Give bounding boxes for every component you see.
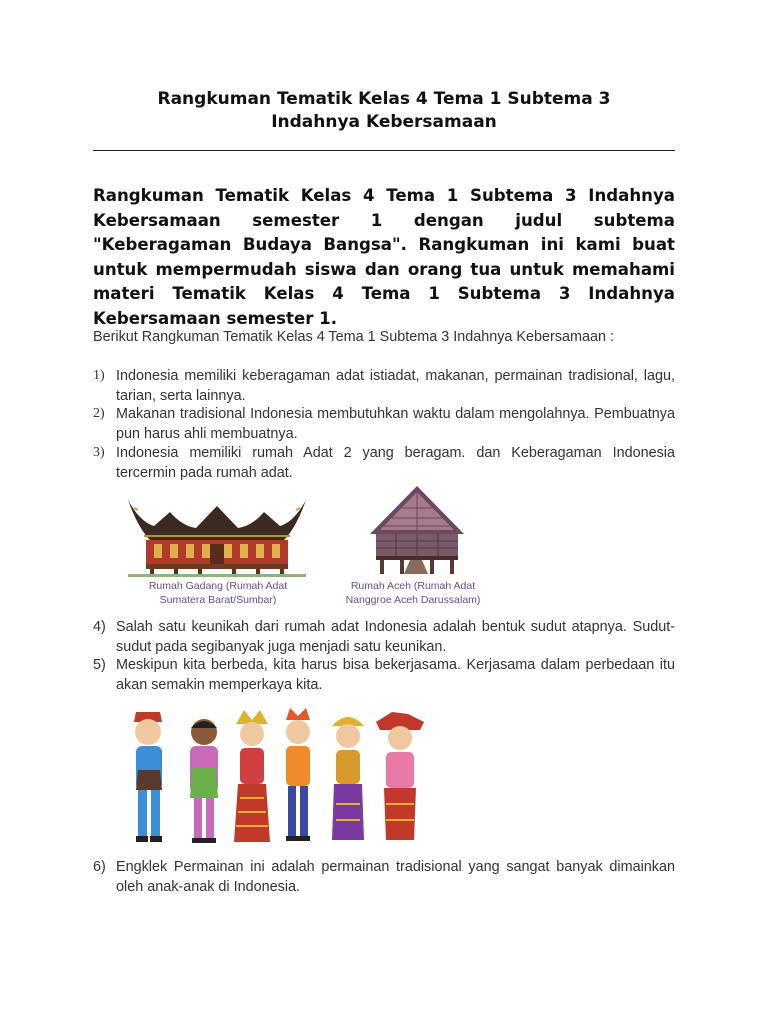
- list-item-text: Salah satu keunikah dari rumah adat Indonesia adalah bentuk sudut atapnya. Sudut-sudut pada segibanyak juga menjadi satu keunikan.: [116, 619, 675, 655]
- rumah-aceh-illustration: [362, 484, 472, 580]
- child-figure: [376, 712, 424, 840]
- rumah-aceh-caption-1: Rumah Aceh (Rumah Adat: [350, 580, 476, 592]
- document-title-line-1: Rangkuman Tematik Kelas 4 Tema 1 Subtema 3: [157, 89, 611, 109]
- list-item-4: [93, 617, 675, 657]
- list-item-2: [93, 404, 675, 444]
- list-number: 5): [93, 657, 106, 673]
- list-item-text: Makanan tradisional Indonesia membutuhkan waktu dalam mengolahnya. Pembuatnya pun harus ahli membuatnya.: [116, 406, 675, 442]
- children-traditional-clothing-illustration: [124, 708, 430, 852]
- list-item-3: [93, 443, 675, 483]
- child-figure: [332, 717, 364, 840]
- list-item-text: Engklek Permainan ini adalah permainan tradisional yang sangat banyak dimainkan oleh anak-anak di Indonesia.: [116, 859, 675, 895]
- list-number: 2): [93, 406, 105, 421]
- list-item-text: Meskipun kita berbeda, kita harus bisa bekerjasama. Kerjasama dalam perbedaan itu akan semakin memperkaya kita.: [116, 657, 675, 693]
- list-number: 4): [93, 619, 106, 635]
- list-number: 1): [93, 368, 105, 383]
- list-number: 3): [93, 445, 105, 460]
- child-figure: [190, 719, 218, 843]
- document-title-line-2: Indahnya Kebersamaan: [271, 112, 497, 132]
- list-item-6: [93, 857, 675, 897]
- child-figure: [234, 710, 270, 842]
- rumah-aceh-caption-2: Nanggroe Aceh Darussalam): [345, 594, 481, 606]
- list-item-text: Indonesia memiliki rumah Adat 2 yang beragam. dan Keberagaman Indonesia tercermin pada rumah adat.: [116, 445, 675, 481]
- rumah-gadang-illustration: [124, 488, 310, 578]
- list-item-5: [93, 655, 675, 695]
- intro-paragraph: Rangkuman Tematik Kelas 4 Tema 1 Subtema 3 Indahnya Kebersamaan semester 1 dengan judul subtema "Keberagaman Budaya Bangsa". Rangkuman ini kami buat untuk mempermudah siswa dan orang tua untuk memahami materi Tematik Kelas 4 Tema 1 Subtema 3 Indahnya Kebersamaan semester 1.: [93, 186, 675, 328]
- list-item-text: Indonesia memiliki keberagaman adat istiadat, makanan, permainan tradisional, lagu, tarian, serta lainnya.: [116, 368, 675, 404]
- list-item-1: [93, 366, 675, 406]
- child-figure: [134, 712, 162, 842]
- lead-sentence: Berikut Rangkuman Tematik Kelas 4 Tema 1 Subtema 3 Indahnya Kebersamaan :: [93, 329, 615, 345]
- rumah-gadang-caption-1: Rumah Gadang (Rumah Adat: [148, 580, 288, 592]
- child-figure: [286, 708, 310, 841]
- rumah-gadang-caption-2: Sumatera Barat/Sumbar): [159, 594, 277, 606]
- list-number: 6): [93, 859, 106, 875]
- title-divider: [93, 150, 675, 151]
